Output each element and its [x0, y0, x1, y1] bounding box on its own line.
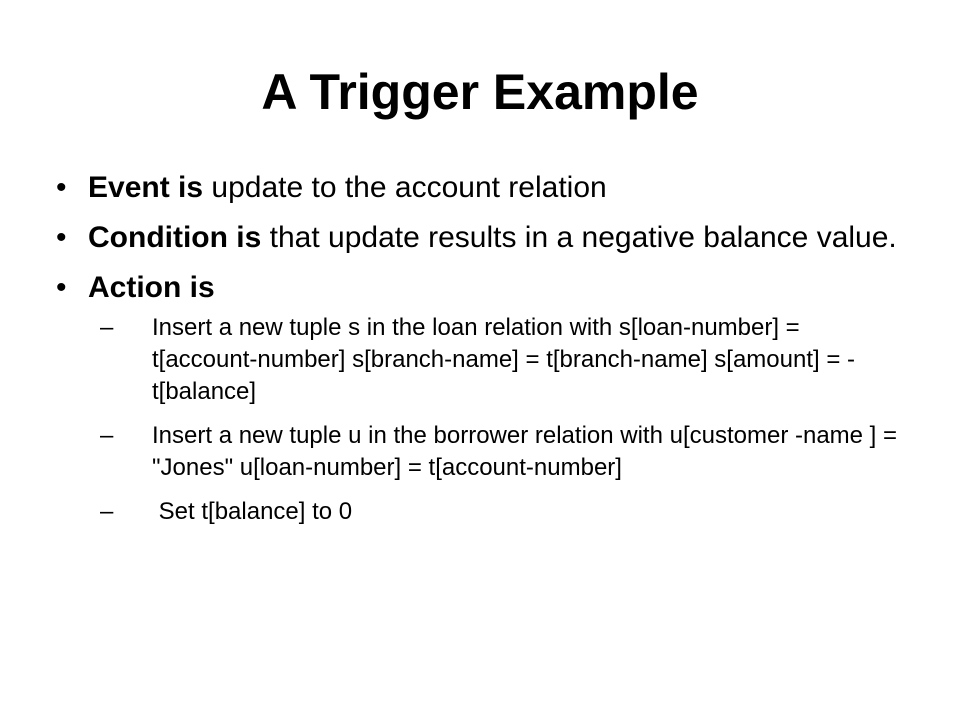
action-sub-list: [100, 312, 906, 528]
sub-bullet-insert-borrower: [100, 420, 906, 484]
sub-bullet-marker: –: [100, 422, 114, 449]
bullet-event-text: update to the account relation: [203, 171, 607, 204]
bullet-action-keyword: Action is: [88, 271, 215, 304]
bullet-condition: [56, 218, 906, 258]
bullet-action: [56, 268, 906, 528]
bullet-event-keyword: Event is: [88, 171, 204, 204]
bullet-marker: •: [56, 271, 67, 304]
bullet-list: [56, 168, 906, 540]
sub-bullet-text: Set t[balance] to 0: [152, 498, 353, 525]
bullet-event: [56, 168, 906, 208]
bullet-condition-keyword: Condition is: [88, 221, 262, 254]
bullet-marker: •: [56, 171, 67, 204]
bullet-marker: •: [56, 221, 67, 254]
bullet-condition-text: that update results in a negative balance value.: [261, 221, 897, 254]
sub-bullet-marker: –: [100, 314, 114, 341]
sub-bullet-marker: –: [100, 498, 114, 525]
sub-bullet-text: Insert a new tuple u in the borrower relation with u[customer -name ] = "Jones" u[loan-number] = t[account-number]: [152, 422, 898, 481]
slide-title: A Trigger Example: [261, 64, 699, 120]
sub-bullet-text: Insert a new tuple s in the loan relation with s[loan-number] = t[account-number] s[branch-name] = t[branch-name] s[amount] = -t[balance]: [152, 314, 856, 405]
sub-bullet-set-balance: [100, 496, 906, 528]
sub-bullet-insert-loan: [100, 312, 906, 408]
